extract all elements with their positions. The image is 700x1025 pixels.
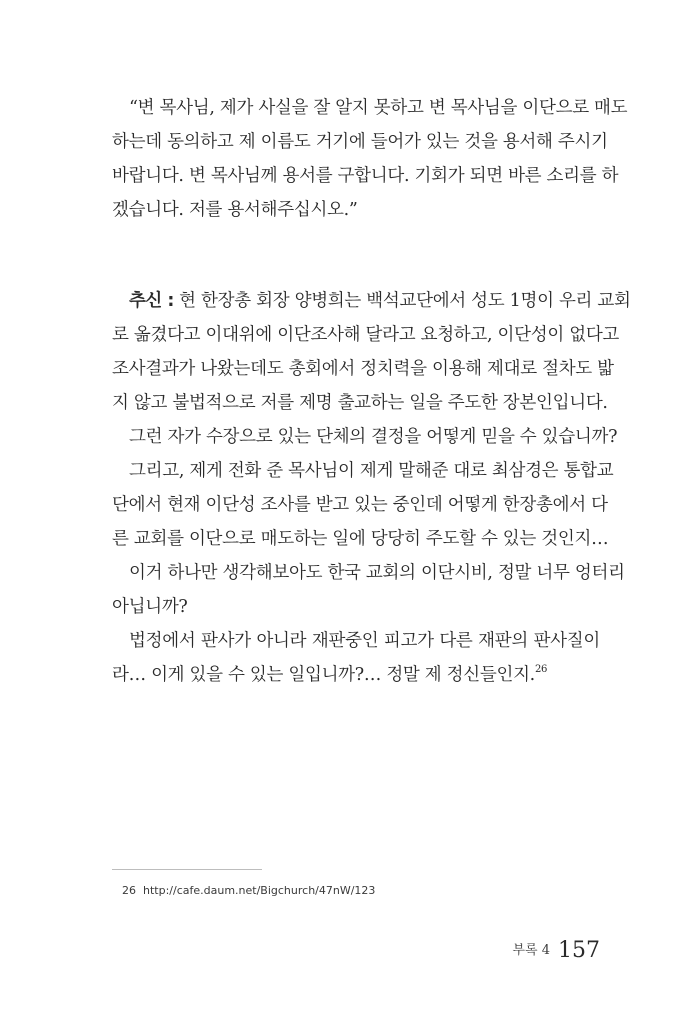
postscript-label: 추신 : — [129, 291, 174, 311]
postscript-line-3: 조사결과가 나왔는데도 총회에서 정치력을 이용해 제대로 절차도 밟 — [112, 359, 614, 379]
postscript-paragraphs — [112, 284, 631, 692]
footnote-divider — [112, 869, 262, 870]
postscript-line-1 — [112, 284, 631, 318]
page-footer — [512, 938, 600, 963]
postscript-line-7: 단에서 현재 이단성 조사를 받고 있는 중인데 어떻게 한장총에서 다 — [112, 495, 608, 515]
postscript-line-4: 지 않고 불법적으로 저를 제명 출교하는 일을 주도한 장본인입니다. — [112, 393, 608, 413]
footnote-url: http://cafe.daum.net/Bigchurch/47nW/123 — [143, 884, 376, 897]
postscript-line-5: 그런 자가 수장으로 있는 단체의 결정을 어떻게 믿을 수 있습니까? — [129, 427, 618, 447]
footnote-reference: 26 — [534, 664, 548, 675]
postscript-line-11: 법정에서 판사가 아니라 재판중인 피고가 다른 재판의 판사질이 — [129, 631, 600, 651]
postscript-line-10: 아닙니까? — [112, 597, 188, 617]
quote-line-1: “변 목사님, 제가 사실을 잘 알지 못하고 변 목사님을 이단으로 매도 — [129, 98, 628, 118]
running-section-label: 부록 4 — [512, 943, 550, 958]
postscript-line-8: 른 교회를 이단으로 매도하는 일에 당당히 주도할 수 있는 것인지… — [112, 529, 609, 549]
postscript-line-12 — [112, 658, 600, 692]
postscript-line-2: 로 옮겼다고 이대위에 이단조사해 달라고 요청하고, 이단성이 없다고 — [112, 325, 620, 345]
postscript-line-12-text: 라… 이게 있을 수 있는 일입니까?… 정말 제 정신들인지. — [112, 665, 535, 685]
postscript-line-9: 이거 하나만 생각해보아도 한국 교회의 이단시비, 정말 너무 엉터리 — [129, 563, 625, 583]
quote-line-2: 하는데 동의하고 제 이름도 거기에 들어가 있는 것을 용서해 주시기 — [112, 132, 608, 152]
page-number: 157 — [558, 938, 600, 963]
postscript-line-1-text: 현 한장총 회장 양병희는 백석교단에서 성도 1명이 우리 교회 — [173, 291, 631, 311]
quoted-apology — [112, 91, 628, 227]
postscript-line-6: 그리고, 제게 전화 준 목사님이 제게 말해준 대로 최삼경은 통합교 — [129, 461, 614, 481]
quote-line-3: 바랍니다. 변 목사님께 용서를 구합니다. 기회가 되면 바른 소리를 하 — [112, 166, 619, 186]
quote-line-4: 겠습니다. 저를 용서해주십시오.” — [112, 200, 358, 220]
footnote — [122, 884, 375, 897]
footnote-number: 26 — [122, 884, 136, 897]
